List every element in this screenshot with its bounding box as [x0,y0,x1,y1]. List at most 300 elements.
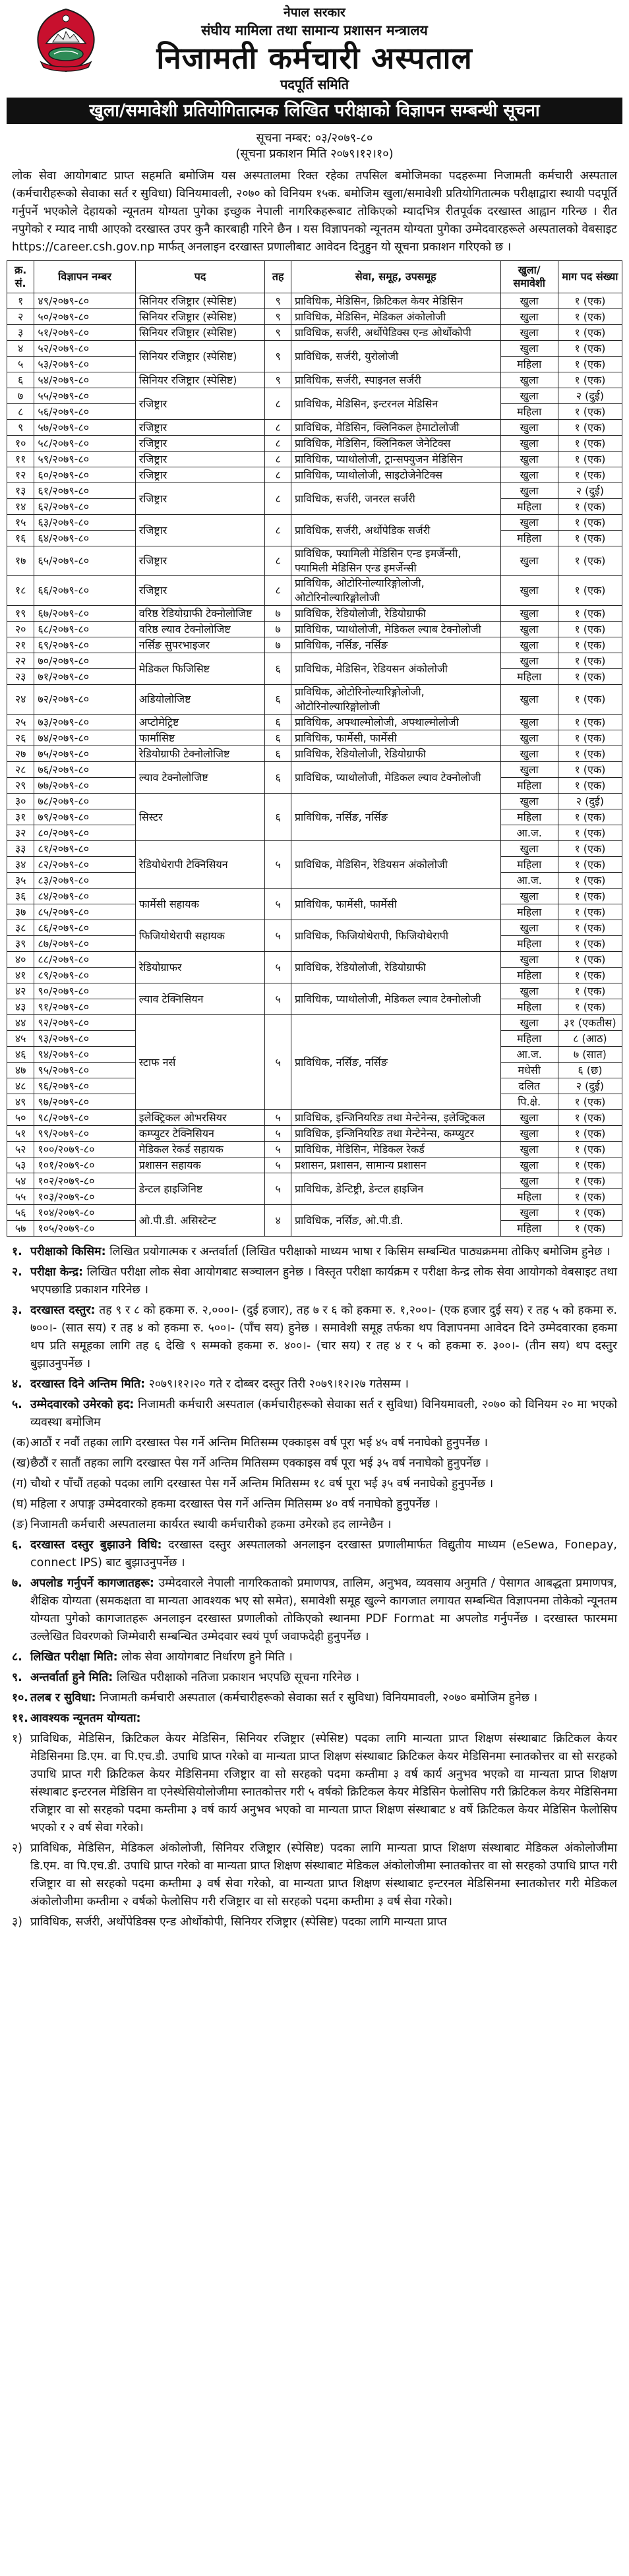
cell-type: खुला [500,1173,558,1189]
cell-svc: प्राविधिक, प्याथोलोजी, मेडिकल ल्याब टेक्नोलोजी [291,622,500,637]
cell-sn: ५१ [7,1126,34,1142]
cell-sn: ४२ [7,983,34,999]
cell-sn: ३० [7,794,34,809]
header-adv-no: विज्ञापन नम्बर [34,261,135,293]
cell-type: महिला [500,778,558,794]
table-row [7,1142,622,1157]
cell-sn: १२ [7,467,34,483]
intro-paragraph: लोक सेवा आयोगबाट प्राप्त सहमति बमोजिम यस अस्पतालमा रिक्त रहेका तपसिल बमोजिमका पदहरूमा निजामती कर्मचारी अस्पताल (कर्मचारीहरूको सेवाका सर्त र सुविधा) विनियमावली, २०७० को विनियम १५क. बमोजिम खुला/समावेशी प्रतियोगितात्मक परीक्षाद्वारा स्थायी पदपूर्ति गर्नुपर्ने भएकोले देहायको न्यूनतम योग्यता पुगेका इच्छुक नेपाली नागरिकहरूबाट तोकिएको म्यादभित्र रीतपूर्वक दरखास्त आह्वान गरिन्छ । रीत नपुगेको र म्याद नाघी आएको दरखास्त उपर कुनै कारबाही गरिने छैन । यस विज्ञापनको न्यूनतम योग्यता पुगेका उम्मेदवारहरूले अस्पतालको वेबसाइट https://career.csh.gov.np मार्फत् अनलाइन दरखास्त प्रणालीबाट आवेदन दिनुहुन यो सूचना प्रकाशन गरिएको छ । [12,169,617,254]
cell-level: ५ [265,1142,291,1157]
cell-type: खुला [500,730,558,746]
cell-post: स्टाफ नर्स [135,1015,265,1110]
table-row [7,1110,622,1126]
cell-adv: ८९/२०७९-८० [34,968,135,983]
cell-seats: १ (एक) [558,1189,622,1205]
cell-post: रजिष्ट्रार [135,436,265,452]
cell-seats: १ (एक) [558,309,622,325]
cell-level: ८ [265,546,291,576]
cell-seats: १ (एक) [558,999,622,1015]
cell-adv: ८५/२०७९-८० [34,904,135,920]
cell-type: खुला [500,762,558,778]
cell-adv: ९४/२०७९-८० [34,1047,135,1063]
cell-type: खुला [500,715,558,730]
cell-svc: प्राविधिक, सर्जरी, अर्थोपेडिक सर्जरी [291,515,500,546]
cell-svc: प्राविधिक, इन्जिनियरिङ तथा मेन्टेनेन्स, कम्प्युटर [291,1126,500,1142]
instruction-number: (ग) [12,1477,28,1490]
notice-number: सूचना नम्बर: ०३/२०७९-८० [256,131,373,145]
cell-adv: ९५/२०७९-८० [34,1063,135,1078]
cell-level: ५ [265,1110,291,1126]
cell-type: खुला [500,637,558,653]
cell-adv: ६८/२०७९-८० [34,622,135,637]
cell-svc: प्राविधिक, फार्मेसी, फार्मेसी [291,889,500,920]
cell-seats: १ (एक) [558,515,622,531]
table-row [7,293,622,309]
cell-seats: १ (एक) [558,778,622,794]
cell-sn: ४० [7,952,34,968]
cell-post: रजिष्ट्रार [135,452,265,467]
cell-sn: ९ [7,420,34,436]
cell-seats: १ (एक) [558,825,622,841]
cell-adv: ५४/२०७९-८० [34,372,135,388]
instruction-number: ४. [12,1378,22,1391]
cell-post: रजिष्ट्रार [135,515,265,546]
table-row [7,606,622,622]
cell-sn: २२ [7,653,34,669]
posts-table-wrapper [7,260,622,1237]
instruction-number: (ङ) [12,1518,28,1531]
cell-type: खुला [500,952,558,968]
instruction-item [12,1302,617,1373]
cell-adv: ७१/२०७९-८० [34,669,135,685]
posts-table-body [7,293,622,1237]
table-row [7,637,622,653]
cell-type: महिला [500,968,558,983]
cell-level: ५ [265,841,291,889]
cell-level: ८ [265,515,291,546]
cell-post: प्रशासन सहायक [135,1157,265,1173]
cell-post: फार्मासिष्ट [135,730,265,746]
cell-sn: ३९ [7,936,34,952]
cell-type: खुला [500,309,558,325]
cell-svc: प्राविधिक, प्याथोलोजी, साइटोजेनेटिक्स [291,467,500,483]
cell-level: ९ [265,293,291,309]
instruction-heading: दरखास्त दस्तुर: [30,1304,96,1317]
table-row [7,1205,622,1221]
cell-svc: प्राविधिक, मेडिसिन, क्लिनिकल जेनेटिक्स [291,436,500,452]
cell-level: ९ [265,309,291,325]
instruction-number: ७. [12,1577,22,1590]
hospital-name: निजामती कर्मचारी अस्पताल [156,40,473,76]
cell-sn: ३७ [7,904,34,920]
cell-sn: २१ [7,637,34,653]
cell-type: खुला [500,372,558,388]
cell-seats: १ (एक) [558,746,622,762]
cell-seats: १ (एक) [558,622,622,637]
cell-post: रजिष्ट्रार [135,546,265,576]
cell-type: खुला [500,685,558,715]
cell-adv: ७९/२०७९-८० [34,809,135,825]
cell-level: ८ [265,452,291,467]
table-row [7,452,622,467]
instruction-item [12,1537,617,1572]
cell-type: खुला [500,841,558,857]
instruction-subitem [12,1730,617,1837]
cell-level: ६ [265,762,291,794]
instruction-text: लिखित परीक्षाको नतिजा प्रकाशन भएपछि सूचना गरिनेछ । [116,1671,359,1684]
cell-type: महिला [500,809,558,825]
cell-seats: २ (दुई) [558,483,622,499]
cell-sn: ३ [7,325,34,341]
instruction-text: लोक सेवा आयोगबाट निर्धारण हुने मिति । [121,1651,293,1664]
cell-seats: १ (एक) [558,857,622,873]
cell-svc: प्राविधिक, अफ्थाल्मोलोजी, अफ्थाल्मोलोजी [291,715,500,730]
cell-adv: ९७/२०७९-८० [34,1094,135,1110]
cell-svc: प्राविधिक, इन्जिनियरिङ तथा मेन्टेनेन्स, इलेक्ट्रिकल [291,1110,500,1126]
table-row [7,576,622,606]
committee-name: पदपूर्ति समिति [280,76,349,92]
instruction-number: (ख) [12,1457,30,1470]
cell-svc: प्राविधिक, मेडिसिन, क्लिनिकल हेमाटोलोजी [291,420,500,436]
cell-svc: प्राविधिक, नर्सिङ, नर्सिङ [291,637,500,653]
instruction-number: १. [12,1245,22,1258]
cell-svc: प्राविधिक, रेडियोलोजी, रेडियोग्राफी [291,606,500,622]
instruction-number: ३) [12,1916,22,1929]
cell-svc: प्राविधिक, ओटोरिनोल्यारिङ्गोलोजी, ओटोरिनोल्यारिङ्गोलोजी [291,576,500,606]
cell-sn: ४८ [7,1078,34,1094]
header-seats: माग पद संख्या [558,261,622,293]
cell-seats: १ (एक) [558,1157,622,1173]
cell-level: ५ [265,952,291,983]
cell-sn: ७ [7,388,34,404]
cell-level: ६ [265,746,291,762]
cell-seats: १ (एक) [558,873,622,889]
table-row [7,685,622,715]
cell-post: मेडिकल फिजिसिष्ट [135,653,265,685]
cell-adv: ५७/२०७९-८० [34,420,135,436]
cell-seats: १ (एक) [558,1142,622,1157]
cell-sn: ४६ [7,1047,34,1063]
instruction-heading: अन्तर्वार्ता हुने मिति: [30,1671,113,1684]
cell-adv: ५०/२०७९-८० [34,309,135,325]
cell-sn: ३४ [7,857,34,873]
cell-seats: १ (एक) [558,730,622,746]
cell-post: रजिष्ट्रार [135,483,265,515]
cell-adv: ८४/२०७९-८० [34,889,135,904]
instruction-number: (घ) [12,1498,28,1511]
cell-adv: ९६/२०७९-८० [34,1078,135,1094]
cell-sn: २३ [7,669,34,685]
cell-sn: ४१ [7,968,34,983]
cell-type: खुला [500,1157,558,1173]
cell-post: फिजियोथेरापी सहायक [135,920,265,952]
cell-seats: २ (दुई) [558,1078,622,1094]
cell-svc: प्राविधिक, नर्सिङ, नर्सिङ [291,1015,500,1110]
instruction-item [12,1710,617,1728]
cell-adv: १०१/२०७९-८० [34,1157,135,1173]
instruction-heading: परीक्षा केन्द्र: [30,1266,84,1279]
cell-level: ७ [265,606,291,622]
instruction-number: ३. [12,1304,22,1317]
table-row [7,420,622,436]
cell-seats: ७ (सात) [558,1047,622,1063]
instruction-text: निजामती कर्मचारी अस्पताल (कर्मचारीहरूको सेवाका सर्त र सुविधा) विनियमावली, २०७० बमोजिम हुनेछ । [100,1691,538,1705]
table-row [7,1157,622,1173]
cell-sn: ३६ [7,889,34,904]
cell-level: ६ [265,685,291,715]
cell-sn: १४ [7,499,34,515]
cell-type: खुला [500,293,558,309]
cell-type: खुला [500,546,558,576]
table-row [7,309,622,325]
cell-svc: प्राविधिक, सर्जरी, युरोलोजी [291,341,500,372]
cell-post: डेन्टल हाइजिनिष्ट [135,1173,265,1205]
cell-adv: ५६/२०७९-८० [34,404,135,420]
instruction-item [12,1264,617,1299]
instruction-subitem [12,1914,617,1931]
cell-adv: ८०/२०७९-८० [34,825,135,841]
cell-seats: १ (एक) [558,762,622,778]
cell-adv: ६२/२०७९-८० [34,499,135,515]
instruction-number: २. [12,1266,22,1279]
cell-adv: ७६/२०७९-८० [34,762,135,778]
instruction-text: लिखित प्रयोगात्मक र अन्तर्वार्ता (लिखित परीक्षाको माध्यम भाषा र किसिम सम्बन्धित पाठ्यक्रममा तोकिए बमोजिम हुनेछ । [109,1245,611,1258]
instruction-number: (क) [12,1436,30,1449]
cell-sn: २ [7,309,34,325]
cell-post: इलेक्ट्रिकल ओभरसियर [135,1110,265,1126]
instruction-number: १) [12,1732,22,1745]
cell-post: रेडियोग्राफर [135,952,265,983]
cell-sn: २८ [7,762,34,778]
cell-sn: ३१ [7,809,34,825]
cell-adv: ६३/२०७९-८० [34,515,135,531]
cell-adv: ९०/२०७९-८० [34,983,135,999]
cell-svc: प्राविधिक, ओटोरिनोल्यारिङ्गोलोजी, ओटोरिनोल्यारिङ्गोलोजी [291,685,500,715]
cell-seats: १ (एक) [558,1126,622,1142]
cell-svc: प्राविधिक, नर्सिङ, नर्सिङ [291,794,500,841]
instruction-subitem [12,1840,617,1911]
instruction-text: निजामती कर्मचारी अस्पतालमा कार्यरत स्थायी कर्मचारीको हकमा उमेरको हद लाग्नेछैन । [30,1518,392,1531]
cell-post: सिनियर रजिष्ट्रार (स्पेसिष्ट) [135,372,265,388]
table-row [7,515,622,531]
table-row [7,467,622,483]
cell-sn: २६ [7,730,34,746]
cell-adv: १०३/२०७९-८० [34,1189,135,1205]
table-row [7,889,622,904]
cell-sn: ३५ [7,873,34,889]
cell-sn: १० [7,436,34,452]
cell-type: मधेसी [500,1063,558,1078]
cell-post: सिनियर रजिष्ट्रार (स्पेसिष्ट) [135,325,265,341]
cell-seats: १ (एक) [558,809,622,825]
cell-adv: ४९/२०७९-८० [34,293,135,309]
cell-svc: प्राविधिक, फ्यामिली मेडिसिन एन्ड इमर्जेन्सी, फ्यामिली मेडिसिन एन्ड इमर्जेन्सी [291,546,500,576]
cell-level: ८ [265,420,291,436]
cell-post: सिनियर रजिष्ट्रार (स्पेसिष्ट) [135,309,265,325]
cell-seats: १ (एक) [558,341,622,357]
cell-adv: ७५/२०७९-८० [34,746,135,762]
cell-sn: ५२ [7,1142,34,1157]
cell-post: नर्सिङ सुपरभाइजर [135,637,265,653]
cell-level: ७ [265,622,291,637]
cell-seats: १ (एक) [558,904,622,920]
cell-post: सिनियर रजिष्ट्रार (स्पेसिष्ट) [135,341,265,372]
cell-level: ५ [265,1126,291,1142]
cell-level: ५ [265,983,291,1015]
table-row [7,794,622,809]
cell-post: रजिष्ट्रार [135,467,265,483]
table-row [7,483,622,499]
cell-type: खुला [500,1110,558,1126]
instruction-text: छैठौं र सातौं तहका लागि दरखास्त पेस गर्ने अन्तिम मितिसम्म एक्काइस वर्ष पूरा भई ३५ वर्ष ननाघेको हुनुपर्नेछ । [30,1457,489,1470]
header-type: खुला/ समावेशी [500,261,558,293]
cell-post: ओ.पी.डी. असिस्टेन्ट [135,1205,265,1237]
table-row [7,388,622,404]
cell-type: महिला [500,1189,558,1205]
instruction-item [12,1243,617,1261]
cell-seats: १ (एक) [558,606,622,622]
cell-seats: १ (एक) [558,499,622,515]
cell-adv: ५३/२०७९-८० [34,357,135,372]
cell-adv: ७०/२०७९-८० [34,653,135,669]
instruction-text: दरखास्त दस्तुर अस्पतालको अनलाइन दरखास्त प्रणालीमार्फत विद्युतीय माध्यम (eSewa, Fonepay, connect IPS) बाट बुझाउनुपर्नेछ । [30,1538,617,1569]
cell-adv: ७२/२०७९-८० [34,685,135,715]
cell-level: ६ [265,653,291,685]
instruction-subitem [12,1516,617,1534]
cell-adv: १००/२०७९-८० [34,1142,135,1157]
cell-svc: प्राविधिक, फार्मेसी, फार्मेसी [291,730,500,746]
instruction-text: महिला र अपाङ्ग उम्मेदवारको हकमा दरखास्त पेस गर्ने अन्तिम मितिसम्म ४० वर्ष ननाघेको हुनुपर्नेछ । [30,1498,438,1511]
cell-type: खुला [500,1205,558,1221]
cell-post: सिस्टर [135,794,265,841]
cell-seats: १ (एक) [558,1110,622,1126]
cell-level: ८ [265,483,291,515]
cell-type: पि.क्षे. [500,1094,558,1110]
cell-type: खुला [500,1126,558,1142]
cell-sn: ८ [7,404,34,420]
cell-level: ६ [265,730,291,746]
cell-svc: प्राविधिक, प्याथोलोजी, ट्रान्सफ्युजन मेडिसिन [291,452,500,467]
instruction-number: ६. [12,1538,22,1552]
cell-type: खुला [500,576,558,606]
table-row [7,762,622,778]
table-row [7,952,622,968]
table-row [7,325,622,341]
cell-seats: १ (एक) [558,1205,622,1221]
cell-type: महिला [500,936,558,952]
cell-seats: १ (एक) [558,715,622,730]
cell-seats: १ (एक) [558,669,622,685]
table-row [7,983,622,999]
cell-type: खुला [500,889,558,904]
cell-sn: ५४ [7,1173,34,1189]
cell-svc: प्रशासन, प्रशासन, सामान्य प्रशासन [291,1157,500,1173]
cell-adv: ६०/२०७९-८० [34,467,135,483]
cell-type: खुला [500,467,558,483]
instruction-heading: अपलोड गर्नुपर्ने कागजातहरू: [30,1577,154,1590]
cell-seats: १ (एक) [558,968,622,983]
cell-svc: प्राविधिक, प्याथोलोजी, मेडिकल ल्याव टेक्नोलोजी [291,762,500,794]
header-service: सेवा, समूह, उपसमूह [291,261,500,293]
posts-table [7,260,622,1237]
cell-seats: १ (एक) [558,576,622,606]
cell-seats: १ (एक) [558,983,622,999]
cell-type: खुला [500,746,558,762]
cell-type: महिला [500,531,558,546]
cell-level: ८ [265,436,291,452]
table-row [7,622,622,637]
cell-sn: ५० [7,1110,34,1126]
cell-post: रजिष्ट्रार [135,420,265,436]
cell-post: मेडिकल रेकर्ड सहायक [135,1142,265,1157]
cell-sn: १७ [7,546,34,576]
cell-sn: २५ [7,715,34,730]
cell-level: ९ [265,341,291,372]
instruction-text: उम्मेदवारले नेपाली नागरिकताको प्रमाणपत्र, तालिम, अनुभव, व्यवसाय अनुमति / पेसागत आबद्धता प्रमाणपत्र, शैक्षिक योग्यता (समकक्षता वा मान्यता आवश्यक भए सो समेत), समावेशी समूह खुल्ने कागजात लगायत सम्बन्धित विज्ञापनमा तोकेको न्यूनतम योग्यता पुगेको कागजातहरू अनलाइन दरखास्त प्रणालीको तोकिएको स्थानमा PDF Format मा अपलोड गर्नुपर्नेछ । दरखास्त फारममा उल्लेखित विवरणको जिम्मेवारी सम्बन्धित उम्मेदवार स्वयं पूर्ण जवाफदेही हुनुपर्नेछ । [30,1577,617,1643]
cell-adv: ७३/२०७९-८० [34,715,135,730]
cell-type: खुला [500,606,558,622]
cell-seats: १ (एक) [558,685,622,715]
cell-type: दलित [500,1078,558,1094]
instruction-number: ८. [12,1651,22,1664]
instruction-subitem [12,1496,617,1513]
government-label: नेपाल सरकार [284,5,345,20]
cell-svc: प्राविधिक, रेडियोलोजी, रेडियोग्राफी [291,952,500,983]
cell-type: आ.ज. [500,825,558,841]
instruction-subitem [12,1455,617,1473]
instruction-text: चौथो र पाँचौं तहको पदका लागि दरखास्त पेस गर्ने अन्तिम मितिसम्म १८ वर्ष पूरा भई ३५ वर्ष ननाघेको हुनुपर्नेछ । [30,1477,494,1490]
cell-seats: १ (एक) [558,420,622,436]
cell-adv: १०४/२०७९-८० [34,1205,135,1221]
cell-seats: १ (एक) [558,452,622,467]
table-row [7,546,622,576]
instruction-text: लिखित परीक्षा लोक सेवा आयोगबाट सञ्चालन हुनेछ । विस्तृत परीक्षा कार्यक्रम र परीक्षा केन्द्र लोक सेवा आयोगको वेबसाइट तथा भएपछाडि प्रकाशन गरिनेछ । [30,1266,617,1297]
cell-adv: ९३/२०७९-८० [34,1031,135,1047]
cell-adv: ५१/२०७९-८० [34,325,135,341]
cell-type: खुला [500,325,558,341]
cell-seats: १ (एक) [558,357,622,372]
instruction-item [12,1669,617,1687]
cell-svc: प्राविधिक, मेडिसिन, रेडियसन अंकोलोजी [291,841,500,889]
cell-sn: ४५ [7,1031,34,1047]
cell-sn: ५३ [7,1157,34,1173]
cell-svc: प्राविधिक, मेडिसिन, मेडिकल अंकोलोजी [291,309,500,325]
cell-sn: ४ [7,341,34,357]
cell-adv: ७४/२०७९-८० [34,730,135,746]
cell-svc: प्राविधिक, डेन्टिष्ट्री, डेन्टल हाइजिन [291,1173,500,1205]
instruction-heading: दरखास्त दिने अन्तिम मिति: [30,1378,146,1391]
cell-level: ९ [265,372,291,388]
cell-post: रजिष्ट्रार [135,576,265,606]
cell-type: महिला [500,669,558,685]
instruction-subitem [12,1434,617,1452]
cell-seats: ३१ (एकतीस) [558,1015,622,1031]
cell-sn: ३३ [7,841,34,857]
cell-svc: प्राविधिक, प्याथोलोजी, मेडिकल ल्याव टेक्नोलोजी [291,983,500,1015]
cell-adv: ६६/२०७९-८० [34,576,135,606]
cell-type: खुला [500,452,558,467]
table-row [7,1173,622,1189]
cell-post: अडियोलोजिष्ट [135,685,265,715]
cell-type: खुला [500,341,558,357]
cell-adv: ९२/२०७९-८० [34,1015,135,1031]
cell-type: खुला [500,420,558,436]
instruction-item [12,1575,617,1646]
cell-level: ५ [265,1157,291,1173]
table-row [7,1015,622,1031]
cell-level: ८ [265,388,291,420]
instruction-text: २०७९।१२।२० गते र दोब्बर दस्तुर तिरी २०७९।१२।२७ गतेसम्म । [148,1378,409,1391]
